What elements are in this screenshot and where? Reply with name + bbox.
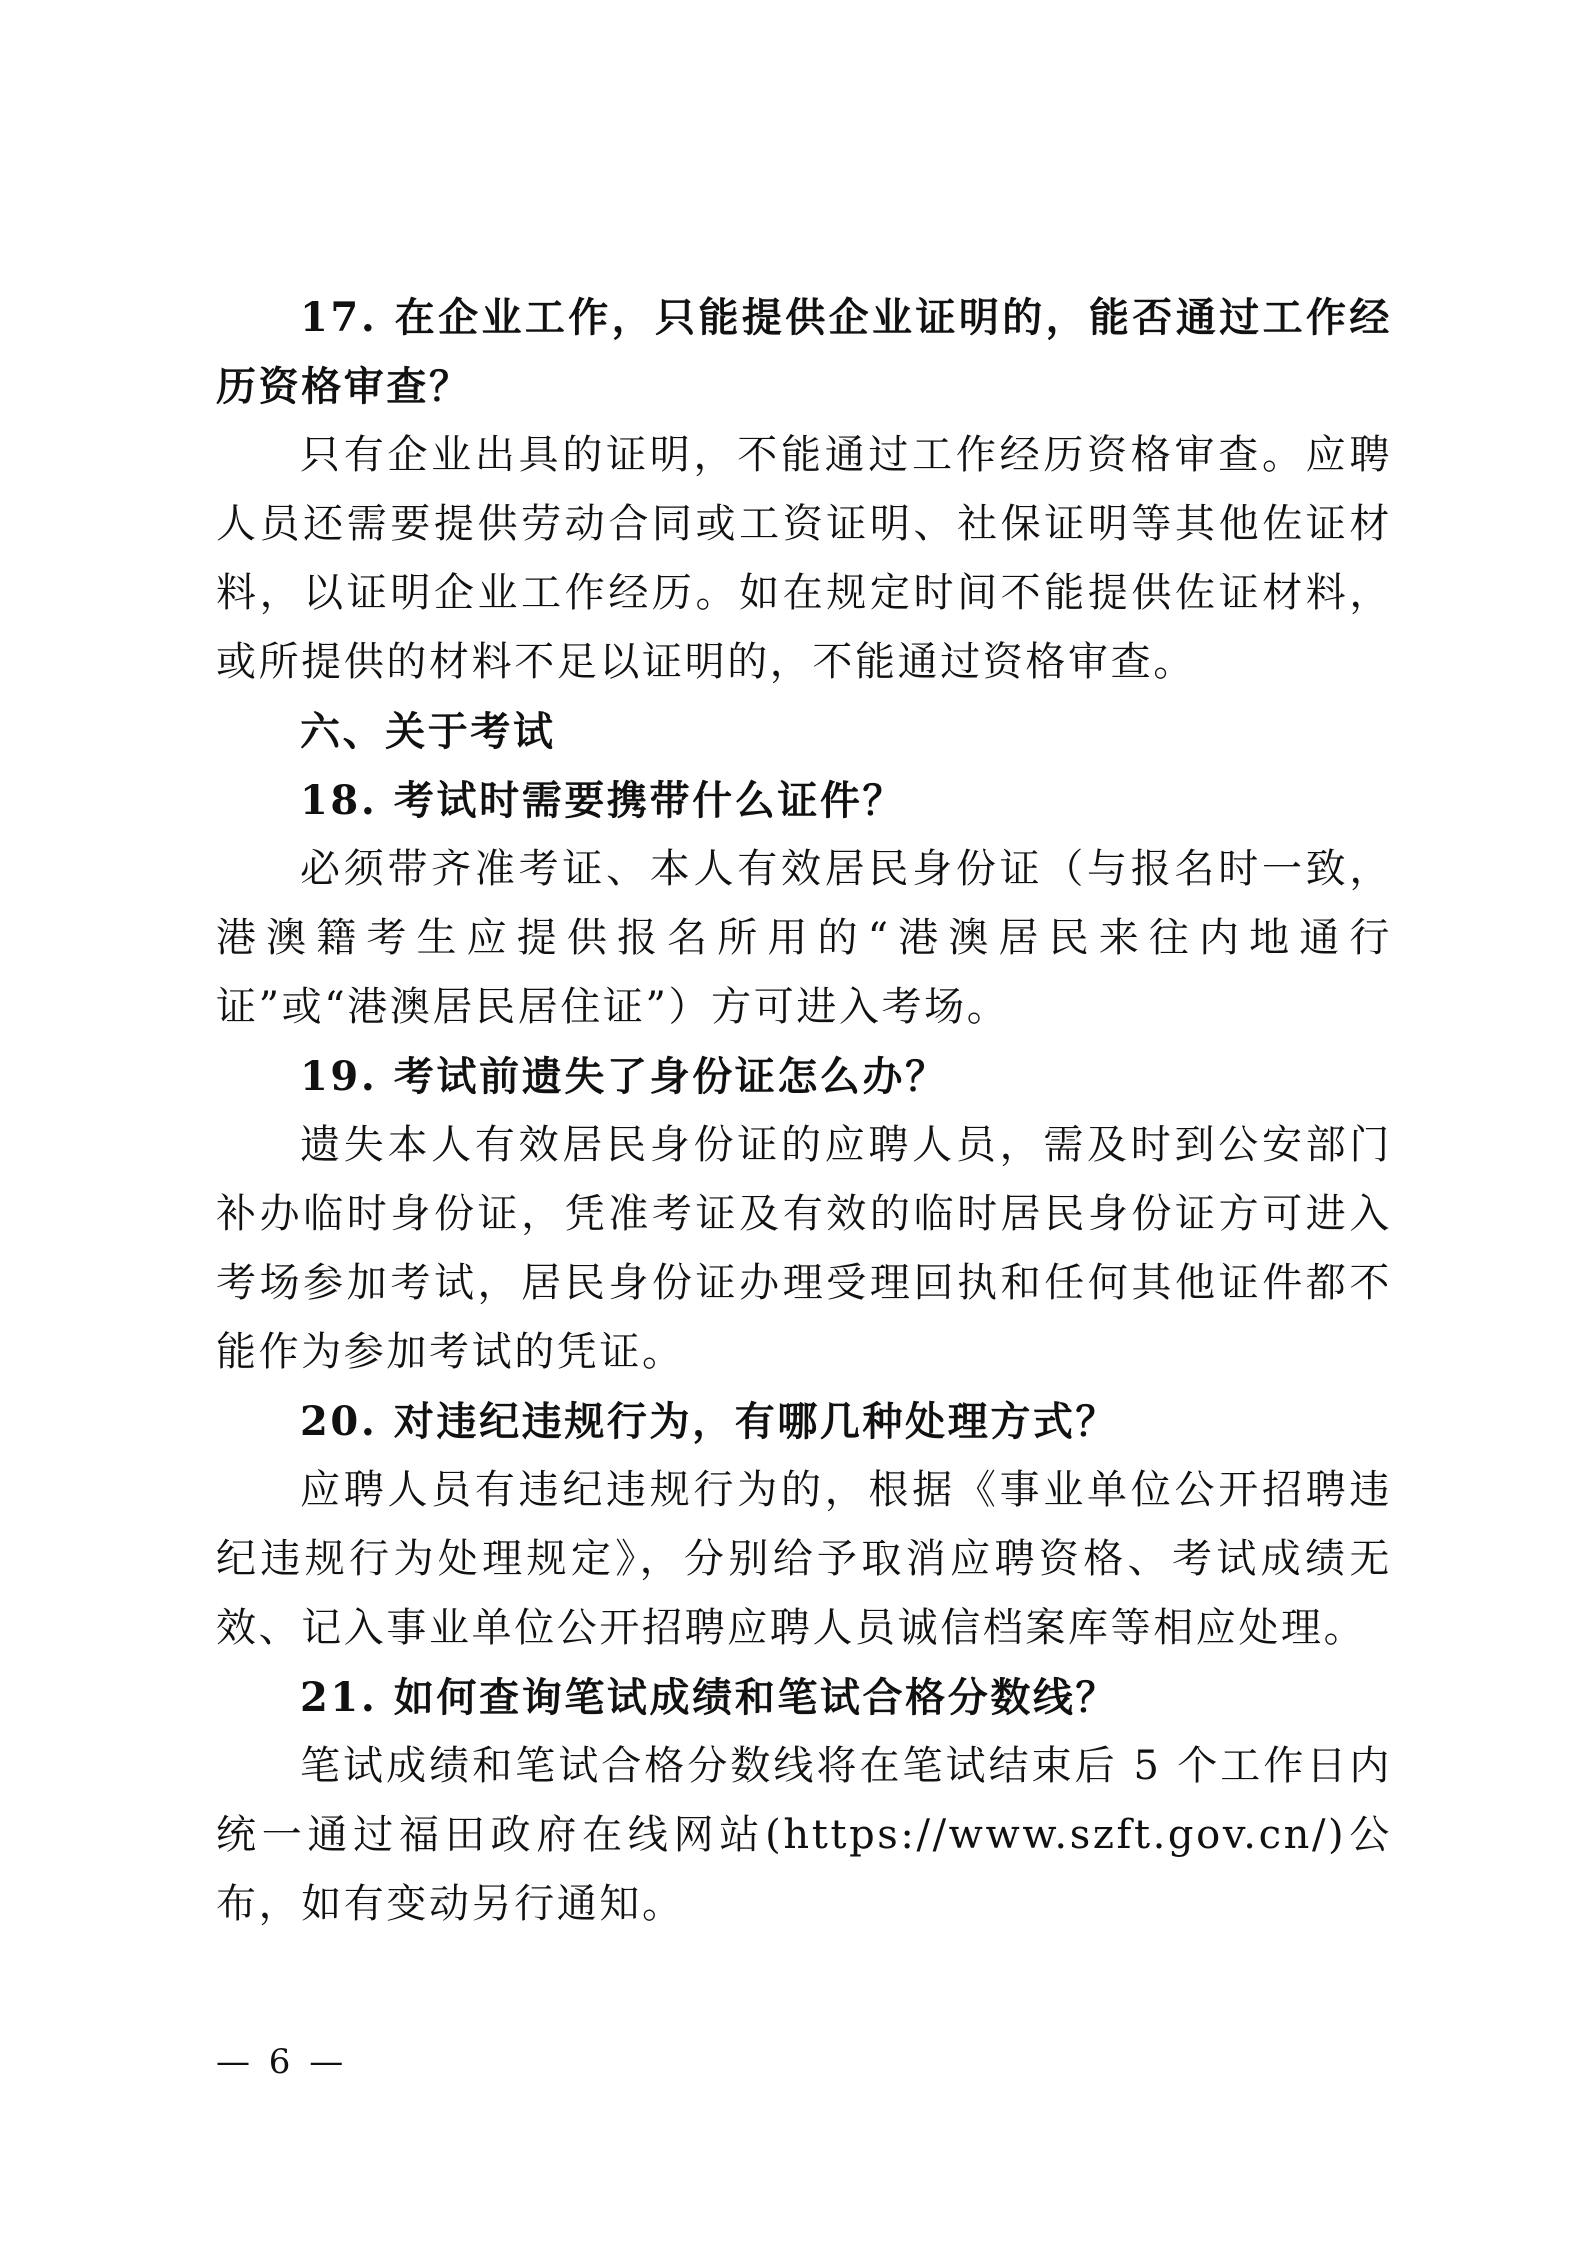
question-21: 21. 如何查询笔试成绩和笔试合格分数线？ [300,1674,1119,1721]
question-18: 18. 考试时需要携带什么证件？ [300,777,906,824]
section-heading-exam: 六、关于考试 [300,708,556,755]
answer-21: 笔试成绩和笔试合格分数线将在笔试结束后 5 个工作日内统一通过福田政府在线网站(https://www.szft.gov.cn/)公布，如有变动另行通知。 [216,1743,1392,1927]
document-body [216,283,1392,1939]
question-19: 19. 考试前遗失了身份证怎么办？ [300,1053,948,1100]
question-20: 20. 对违纪违规行为，有哪几种处理方式？ [300,1398,1119,1445]
answer-18: 必须带齐准考证、本人有效居民身份证（与报名时一致，港澳籍考生应提供报名所用的“港澳居民来往内地通行证”或“港澳居民居住证”）方可进入考场。 [216,846,1392,1030]
answer-19: 遗失本人有效居民身份证的应聘人员，需及时到公安部门补办临时身份证，凭准考证及有效的临时居民身份证方可进入考场参加考试，居民身份证办理受理回执和任何其他证件都不能作为参加考试的凭证。 [216,1122,1392,1375]
page-number: — 6 — [216,2042,348,2082]
answer-17: 只有企业出具的证明，不能通过工作经历资格审查。应聘人员还需要提供劳动合同或工资证明、社保证明等其他佐证材料，以证明企业工作经历。如在规定时间不能提供佐证材料，或所提供的材料不足以证明的，不能通过资格审查。 [216,432,1392,685]
answer-20: 应聘人员有违纪违规行为的，根据《事业单位公开招聘违纪违规行为处理规定》，分别给予取消应聘资格、考试成绩无效、记入事业单位公开招聘应聘人员诚信档案库等相应处理。 [216,1467,1392,1651]
question-17: 17. 在企业工作，只能提供企业证明的，能否通过工作经历资格审查？ [216,294,1392,410]
